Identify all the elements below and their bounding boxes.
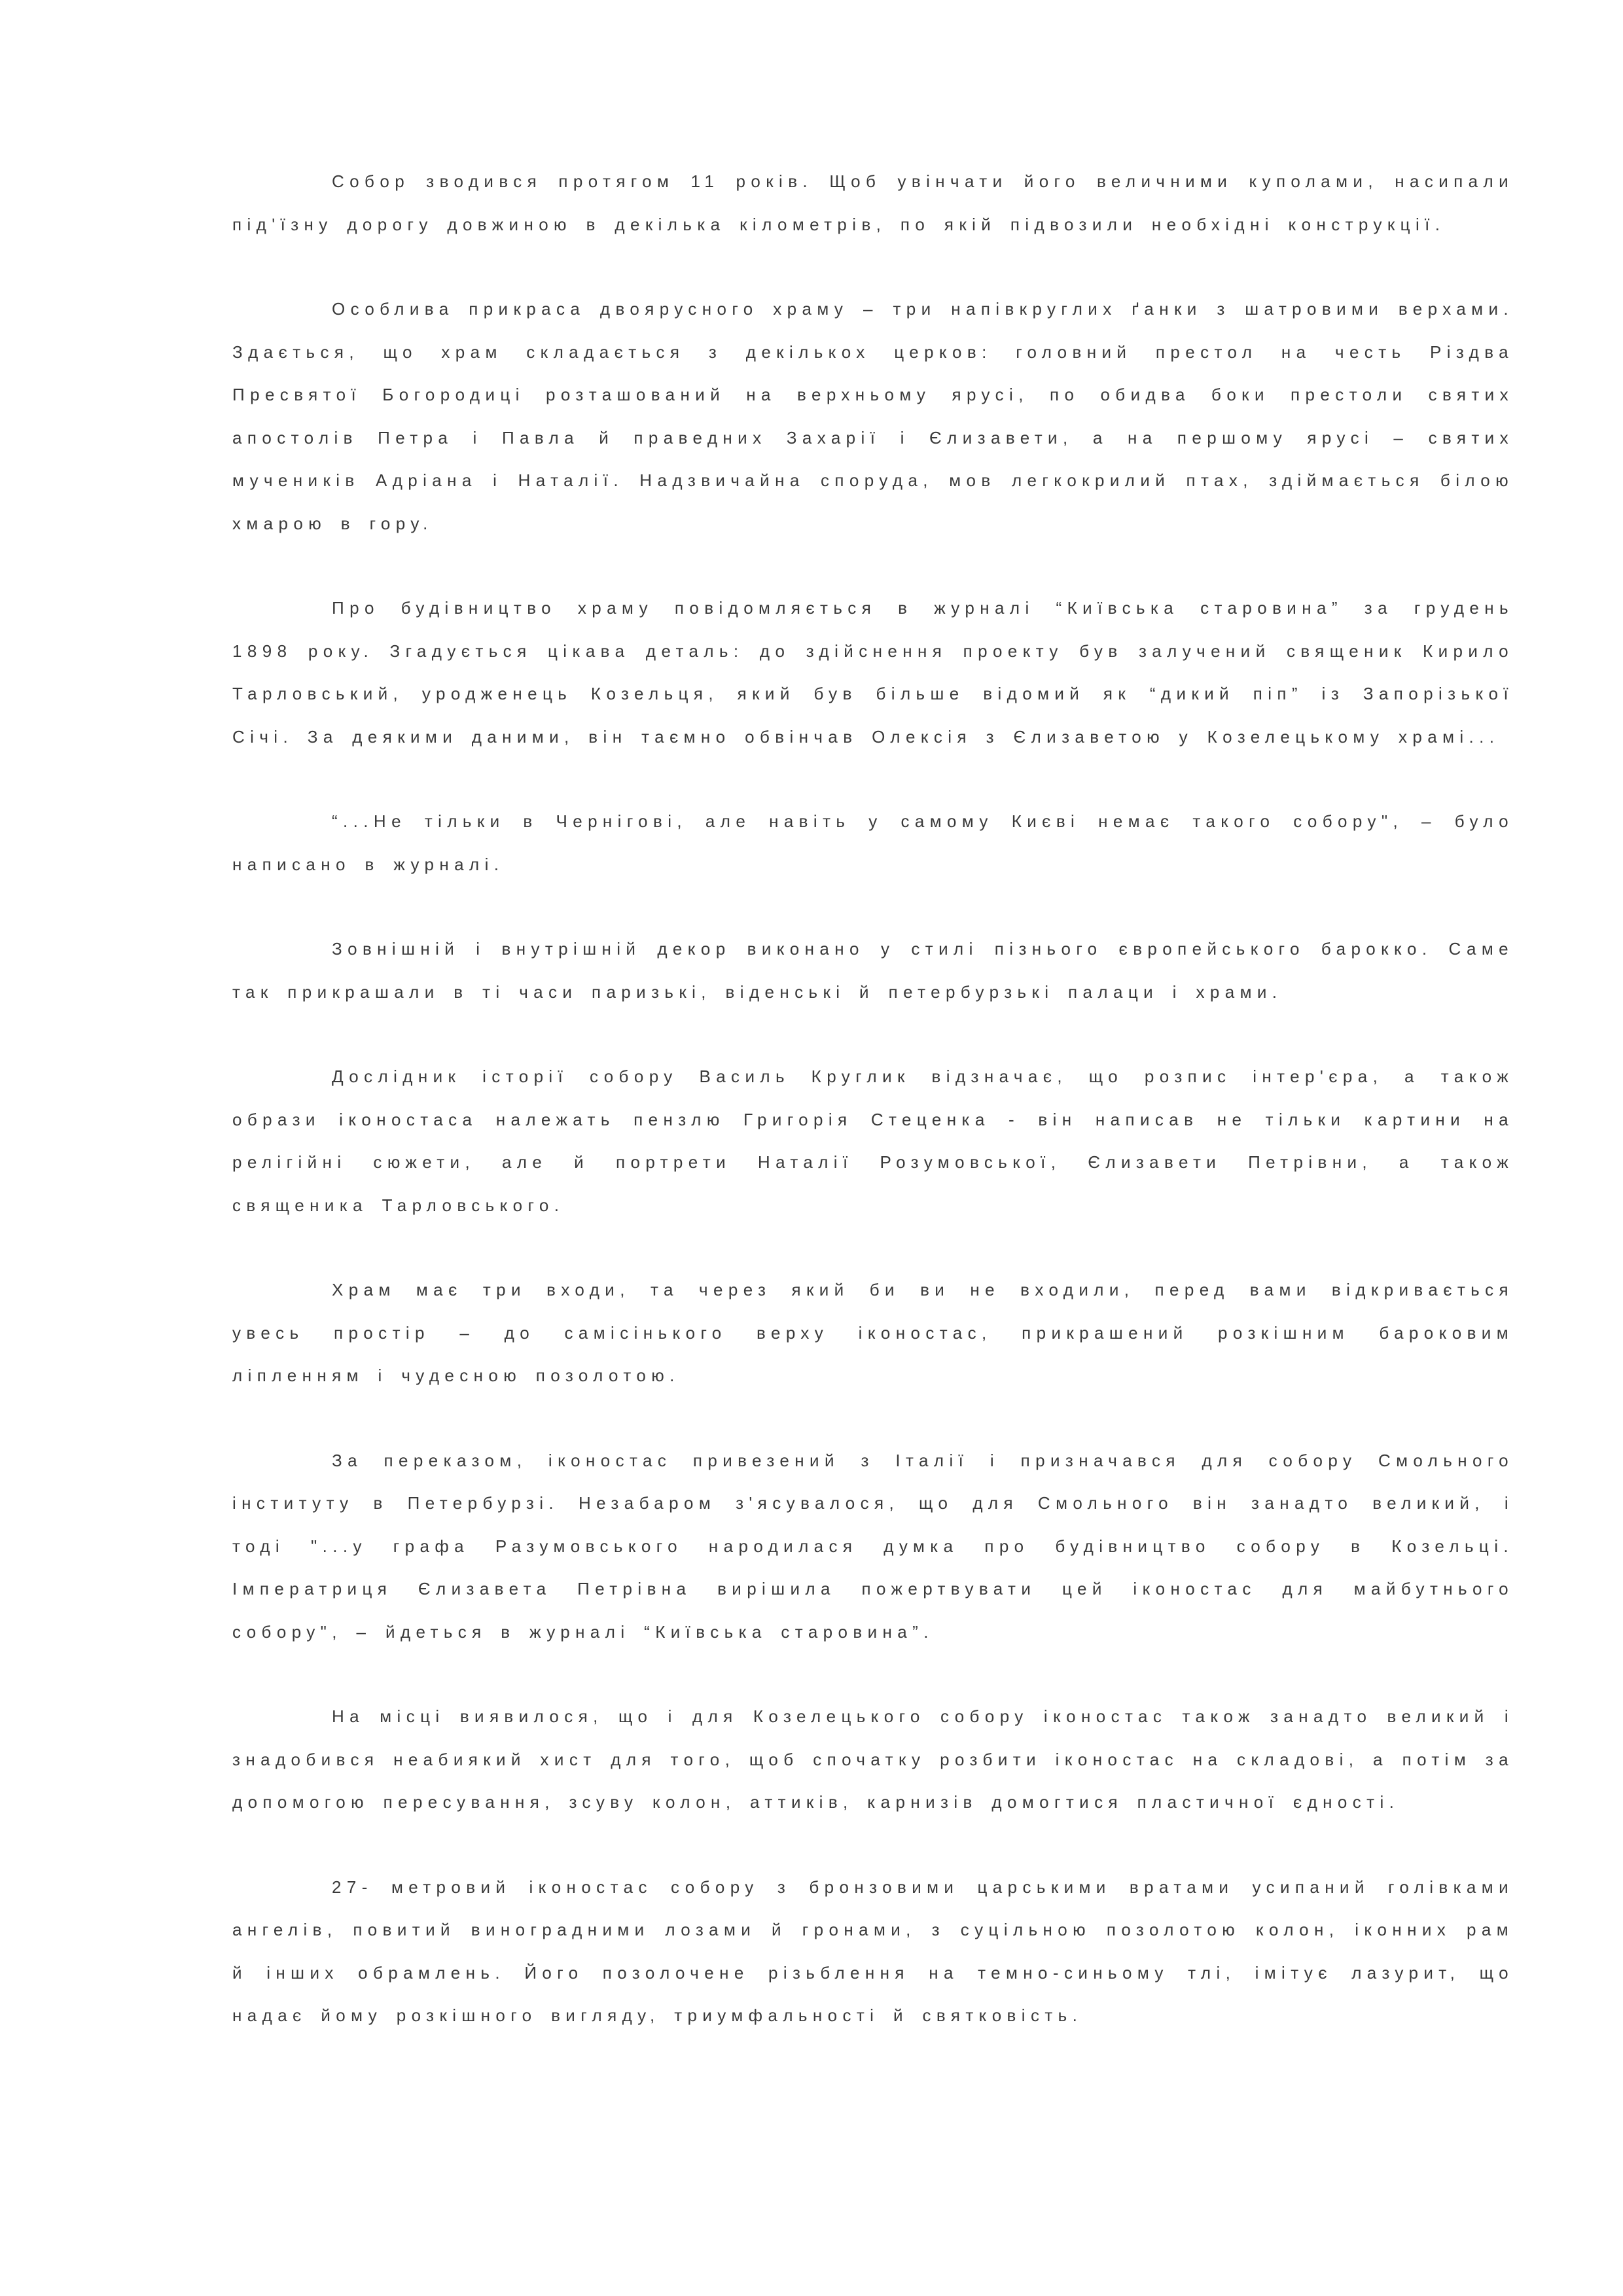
paragraph-iconostasis-description: 27- метровий іконостас собору з бронзовими царськими вратами усипаний голівками ангелів, повитий виноградними лозами й гронами, з суцільною позолотою колон, іконних рам й інших обрамлень. Його позолочене різьблення на темно-синьому тлі, імітує лазурит, що надає йому розкішного вигляду, триумфальності й святковість. bbox=[232, 1877, 1514, 2025]
paragraph-painter: Дослідник історії собору Василь Круглик відзначає, що розпис інтер'єра, а також образи іконостаса належать пензлю Григорія Стеценка - він написав не тільки картини на релігійні сюжети, але й портрети Наталії Розумовської, Єлизавети Петрівни, а також священика Тарловського. bbox=[232, 1067, 1514, 1215]
paragraph-decor-style: Зовнішній і внутрішній декор виконано у стилі пізнього європейського барокко. Саме так прикрашали в ті часи паризькі, віденські й петербурзькі палаци і храми. bbox=[232, 939, 1514, 1002]
paragraph-journal-report: Про будівництво храму повідомляється в журналі “Київська старовина” за грудень 1898 року. Згадується цікава деталь: до здійснення проекту був залучений священик Кирило Тарловський, уродженець Козельця, який був більше відомий як “дикий піп” із Запорізької Січі. За деякими даними, він таємно обвінчав Олексія з Єлизаветою у Козелецькому храмі... bbox=[232, 598, 1514, 747]
paragraph-architecture: Особлива прикраса двоярусного храму – три напівкруглих ґанки з шатровими верхами. Здається, що храм складається з декількох церков: головний престол на честь Різдва Пресвятої Богородиці розташований на верхньому ярусі, по обидва боки престоли святих апостолів Петра і Павла й праведних Захарії і Єлизавети, а на першому ярусі – святих мучеників Адріана і Наталії. Надзвичайна споруда, мов легкокрилий птах, здіймається білою хмарою в гору. bbox=[232, 299, 1514, 533]
paragraph-journal-quote: “...Не тільки в Чернігові, але навіть у самому Києві немає такого собору", – було написано в журналі. bbox=[232, 811, 1514, 874]
paragraph-construction: Собор зводився протягом 11 років. Щоб увінчати його величними куполами, насипали під'їзну дорогу довжиною в декілька кілометрів, по якій підвозили необхідні конструкції. bbox=[232, 171, 1514, 234]
paragraph-entrances: Храм має три входи, та через який би ви не входили, перед вами відкривається увесь простір – до самісінького верху іконостас, прикрашений розкішним бароковим ліпленням і чудесною позолотою. bbox=[232, 1280, 1514, 1385]
paragraph-iconostasis-origin: За переказом, іконостас привезений з Італії і призначався для собору Смольного інституту в Петербурзі. Незабаром з'ясувалося, що для Смольного він занадто великий, і тоді "...у графа Разумовського народилася думка про будівництво собору в Козельці. Імператриця Єлизавета Петрівна вирішила пожертвувати цей іконостас для майбутнього собору", – йдеться в журналі “Київська старовина”. bbox=[232, 1450, 1514, 1642]
paragraph-iconostasis-fitting: На місці виявилося, що і для Козелецького собору іконостас також занадто великий і знадобився неабиякий хист для того, щоб спочатку розбити іконостас на складові, а потім за допомогою пересування, зсуву колон, аттиків, карнизів домогтися пластичної єдності. bbox=[232, 1706, 1514, 1812]
document-page bbox=[232, 160, 1514, 2079]
